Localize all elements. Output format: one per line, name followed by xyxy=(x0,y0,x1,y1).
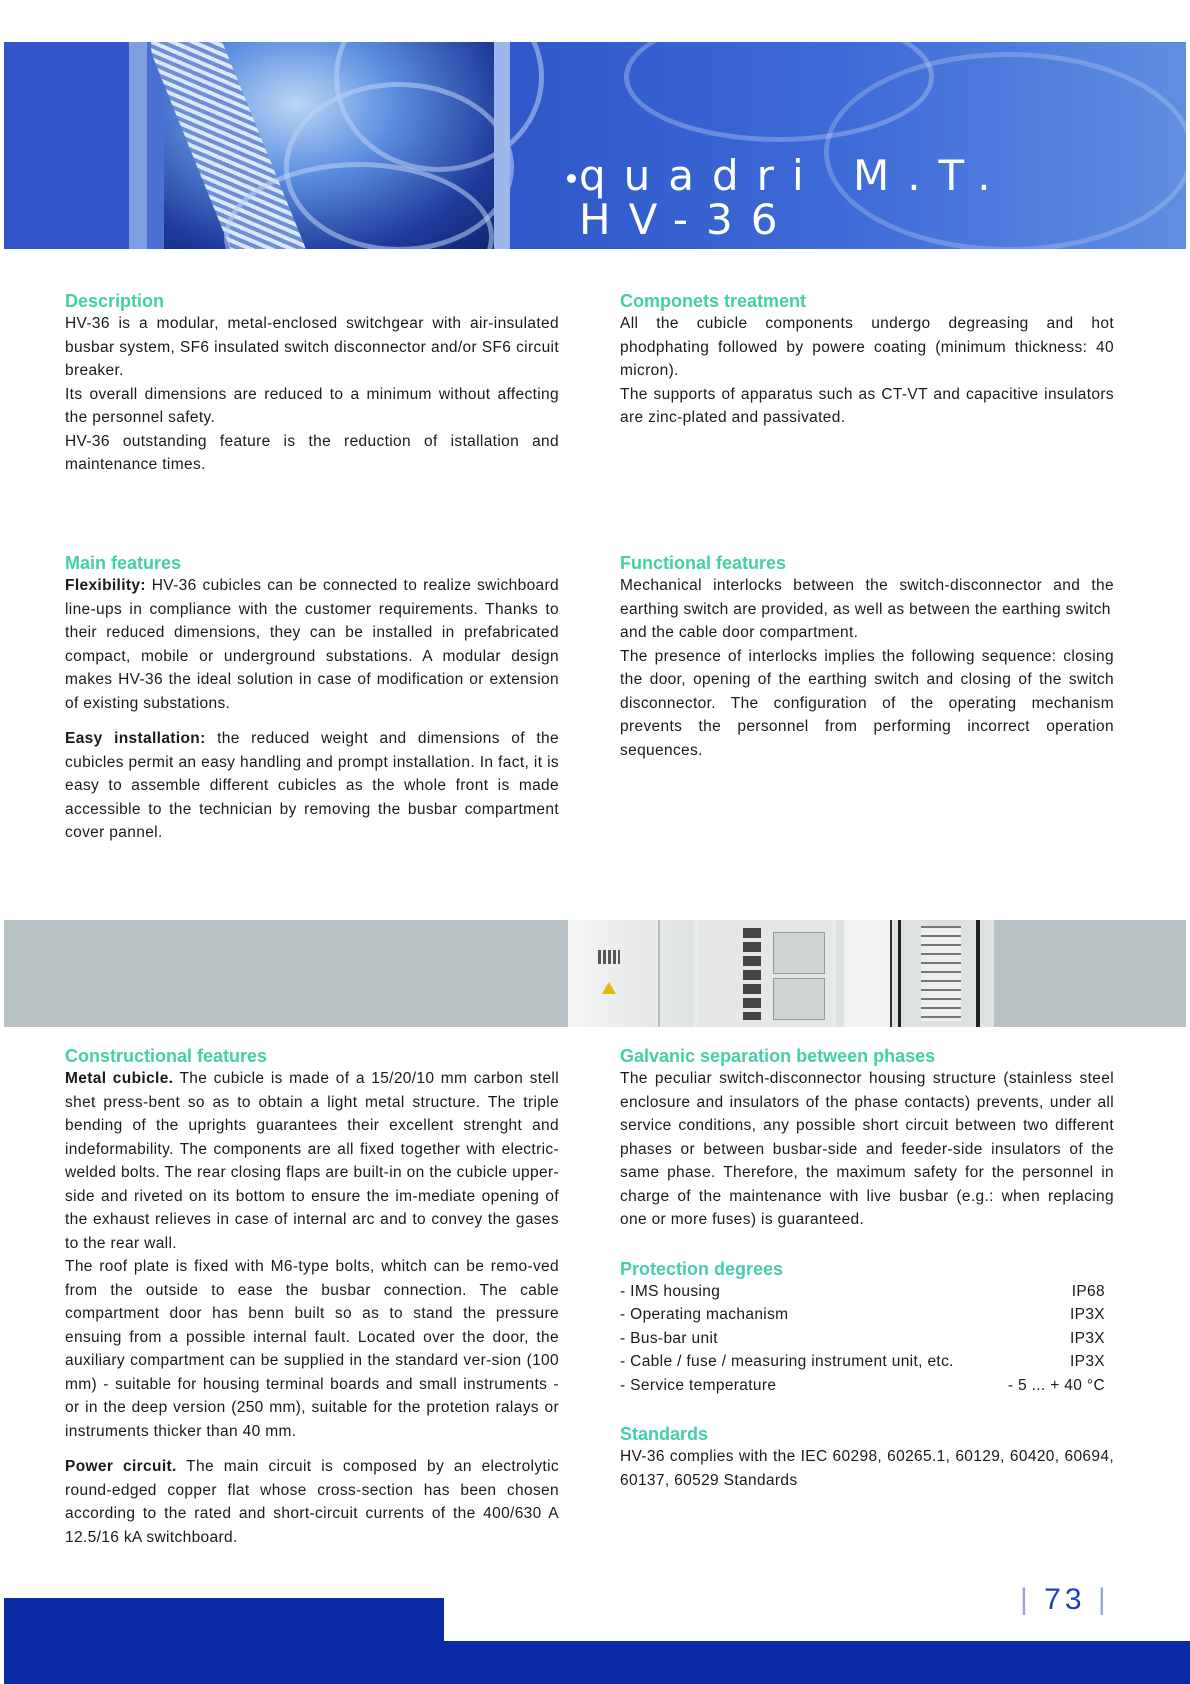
cabinet-photo-2 xyxy=(698,920,832,1027)
components-treatment-p2: The supports of apparatus such as CT-VT and capacitive insulators are zinc-plated and passivated. xyxy=(620,385,1114,426)
cabinet-photo-3 xyxy=(836,920,994,1027)
bullet-dot xyxy=(567,174,576,183)
protection-row xyxy=(620,1303,1105,1327)
power-circuit-label: Power circuit. xyxy=(65,1458,177,1475)
protection-row xyxy=(620,1350,1105,1374)
functional-features-p3: The presence of interlocks implies the following sequence: closing the door, opening of the earthing switch and closing of the switch disconnector. The configuration of the operating mechanism prevents the personnel from performing incorrect operation sequences. xyxy=(620,647,1114,759)
components-treatment-heading: Componets treatment xyxy=(620,291,807,311)
galvanic-heading: Galvanic separation between phases xyxy=(620,1046,936,1066)
power-circuit-text: The main circuit is composed by an electrolytic round-edged copper flat whose cross-section has been chosen according to the rated and short-circuit currents of the 400/630 A 12.5/16 kA switchboard. xyxy=(65,1458,559,1546)
standards-text: HV-36 complies with the IEC 60298, 60265.1, 60129, 60420, 60694, 60137, 60529 Standards xyxy=(620,1448,1114,1489)
components-treatment-section xyxy=(620,290,1114,430)
protection-heading: Protection degrees xyxy=(620,1258,784,1279)
page-number xyxy=(1020,1583,1110,1617)
easy-installation-text: the reduced weight and dimensions of the cubicles permit an easy handling and prompt installation. In fact, it is easy to assemble different cubicles as the whole front is made accessible to the technician by removing the busbar compartment cover pannel. xyxy=(65,730,559,841)
protection-label: - Operating machanism xyxy=(620,1306,789,1323)
roof-plate-paragraph: The roof plate is fixed with M6-type bolts, whitch can be remo-ved from the outside to ease the busbar connection. The cable compartment door has benn built so as to stand the pressure ensuing from a possible internal fault. Located over the door, the auxiliary compartment can be supplied in the standard ver-sion (100 mm) - suitable for housing terminal boards and small instruments - or in the deep version (250 mm), suitable for the protetion ralays or instruments thicker than 40 mm. xyxy=(65,1258,559,1440)
page-number-value: 73 xyxy=(1044,1583,1086,1616)
constructional-features-section xyxy=(65,1045,559,1549)
flexibility-label: Flexibility: xyxy=(65,577,146,594)
power-circuit-paragraph xyxy=(65,1455,559,1549)
page-separator: | xyxy=(1097,1583,1110,1616)
banner-stripe xyxy=(4,42,129,249)
title-line-1: quadri M.T. xyxy=(579,151,1009,200)
metal-cubicle-label: Metal cubicle. xyxy=(65,1070,174,1087)
flexibility-text: HV-36 cubicles can be connected to realize swichboard line-ups in compliance with the customer requirements. Thanks to their reduced dimensions, they can be installed in prefabricated compact, mobile or underground substations. A modular design makes HV-36 the ideal solution in case of modification or extension of existing substations. xyxy=(65,577,559,712)
functional-features-heading: Functional features xyxy=(620,553,787,573)
right-bottom-column xyxy=(620,1045,1114,1492)
banner-stripe xyxy=(494,42,510,249)
description-section xyxy=(65,290,559,477)
banner-stripe xyxy=(129,42,147,249)
protection-value: IP3X xyxy=(1069,1306,1105,1323)
main-features-heading: Main features xyxy=(65,553,182,573)
protection-label: - Bus-bar unit xyxy=(620,1329,718,1347)
functional-features-section xyxy=(620,552,1114,762)
protection-value: IP3X xyxy=(1069,1353,1105,1370)
galvanic-text: The peculiar switch-disconnector housing structure (stainless steel enclosure and insulators of the phase contacts) prevents, under all service conditions, any possible short circuit between two different phases or between busbar-side and feeder-side insulators of the same phase. Therefore, the maximum safety for the personnel in charge of the maintenance with live busbar (e.g.: when replacing one or more fuses) is guaranteed. xyxy=(620,1070,1114,1228)
main-features-section xyxy=(65,552,559,845)
description-p2: Its overall dimensions are reduced to a minimum without affecting the personnel safety. xyxy=(65,385,559,426)
protection-label: - Cable / fuse / measuring instrument unit, etc. xyxy=(620,1353,954,1370)
description-p3: HV-36 outstanding feature is the reduction of istallation and maintenance times. xyxy=(65,432,559,473)
protection-value: - 5 ... + 40 °C xyxy=(1007,1376,1105,1394)
easy-installation-label: Easy installation: xyxy=(65,730,206,747)
header-banner xyxy=(4,42,1186,249)
functional-features-p2: and the cable door compartment. xyxy=(620,624,859,641)
standards-heading: Standards xyxy=(620,1424,709,1444)
protection-label: - IMS housing xyxy=(620,1282,721,1300)
cabinet-photo-1 xyxy=(568,920,694,1027)
easy-installation-paragraph xyxy=(65,727,559,845)
page-title xyxy=(579,151,1009,244)
protection-value: IP68 xyxy=(1071,1282,1105,1300)
cable-photo xyxy=(164,42,494,249)
functional-features-p1: Mechanical interlocks between the switch-disconnector and the earthing switch are provided, as well as between the earthing switch xyxy=(620,577,1114,618)
page-separator: | xyxy=(1020,1583,1032,1616)
description-p1: HV-36 is a modular, metal-enclosed switchgear with air-insulated busbar system, SF6 insulated switch disconnector and/or SF6 circuit breaker. xyxy=(65,315,559,379)
title-line-2: HV-36 xyxy=(579,195,796,244)
protection-row xyxy=(620,1374,1105,1398)
metal-cubicle-paragraph xyxy=(65,1067,559,1255)
constructional-features-heading: Constructional features xyxy=(65,1046,268,1066)
cabinet-photos xyxy=(568,920,994,1027)
footer-bar xyxy=(4,1641,1190,1684)
description-heading: Description xyxy=(65,291,165,311)
components-treatment-p1: All the cubicle components undergo degreasing and hot phodphating followed by powere coating (minimum thickness: 40 micron). xyxy=(620,315,1114,379)
protection-list xyxy=(620,1280,1105,1398)
protection-row xyxy=(620,1280,1105,1304)
protection-label: - Service temperature xyxy=(620,1376,777,1394)
flexibility-paragraph xyxy=(65,574,559,715)
metal-cubicle-text: The cubicle is made of a 15/20/10 mm carbon stell shet press-bent so as to obtain a light metal structure. The triple bending of the uprights guarantees their excellent strenght and indeformability. The components are all fixed together with electric-welded bolts. The rear closing flaps are built-in on the cubicle upper-side and riveted on its bottom to ensure the im-mediate opening of the exhaust relieves in case of internal arc and to convey the gases to the rear wall. xyxy=(65,1070,559,1252)
protection-row xyxy=(620,1327,1105,1351)
protection-value: IP3X xyxy=(1069,1329,1105,1347)
